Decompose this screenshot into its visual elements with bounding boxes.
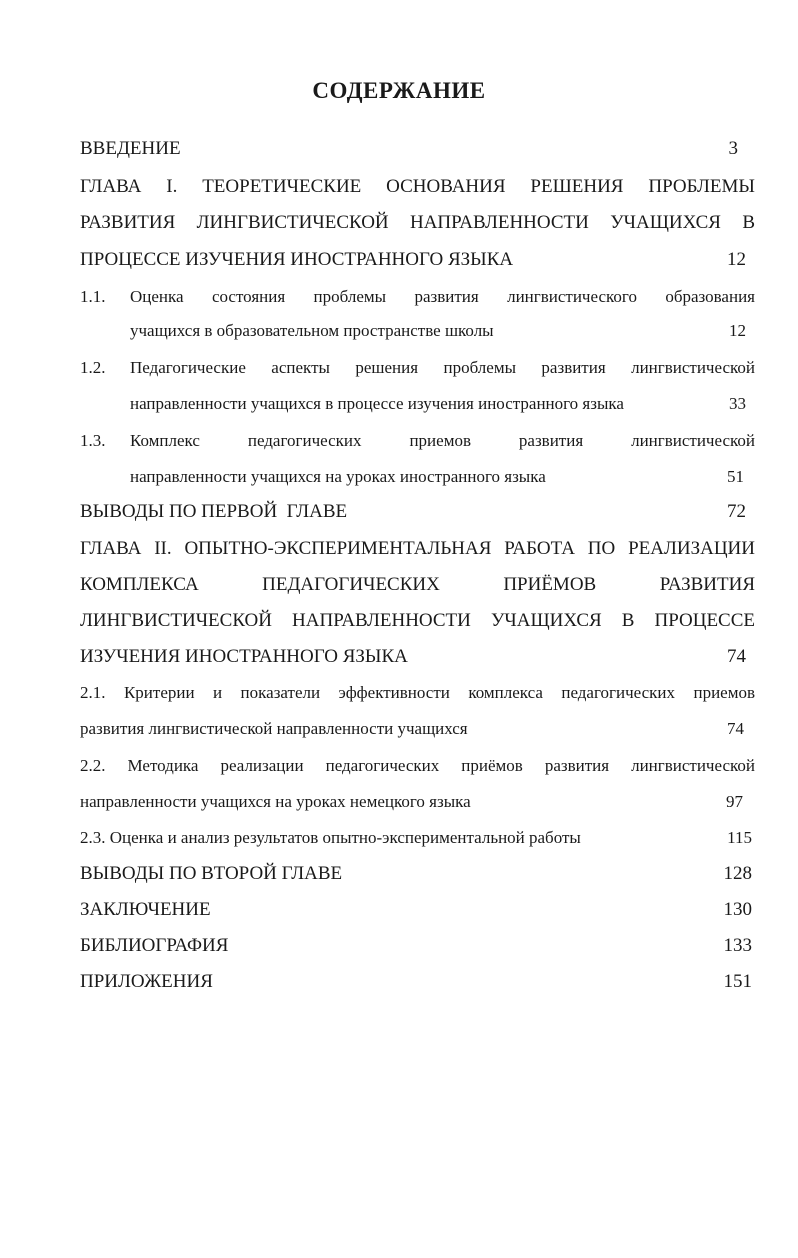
toc-entry-conclusion[interactable] xyxy=(80,895,755,925)
toc-section-2-1-line2[interactable] xyxy=(80,714,755,744)
toc-page-number: 115 xyxy=(727,828,752,847)
toc-chapter1-line3[interactable] xyxy=(80,245,755,275)
toc-chapter2-line1[interactable]: ГЛАВА II. ОПЫТНО-ЭКСПЕРИМЕНТАЛЬНАЯ РАБОТА ПО РЕАЛИЗАЦИИ xyxy=(80,538,755,559)
toc-section-1-2-line2[interactable] xyxy=(80,389,755,419)
toc-entry-text: ВВЕДЕНИЕ xyxy=(80,138,181,159)
toc-page-number: 74 xyxy=(727,719,744,738)
toc-entry-text: направленности учащихся в процессе изучения иностранного языка xyxy=(130,394,624,413)
toc-section-2-2-line2[interactable] xyxy=(80,787,755,817)
toc-entry-intro[interactable] xyxy=(80,134,755,164)
toc-entry-text: БИБЛИОГРАФИЯ xyxy=(80,935,229,956)
toc-page-number: 12 xyxy=(727,249,746,270)
toc-entry-text: направленности учащихся на уроках немецкого языка xyxy=(80,792,471,811)
toc-section-1-1[interactable] xyxy=(80,282,755,312)
toc-entry-text: Педагогические аспекты решения проблемы развития лингвистической xyxy=(130,358,755,377)
toc-page-number: 51 xyxy=(727,467,744,486)
toc-chapter1-line1[interactable]: ГЛАВА I. ТЕОРЕТИЧЕСКИЕ ОСНОВАНИЯ РЕШЕНИЯ ПРОБЛЕМЫ xyxy=(80,176,755,197)
toc-page-number: 74 xyxy=(727,646,746,667)
toc-entry-text: ПРОЦЕССЕ ИЗУЧЕНИЯ ИНОСТРАННОГО ЯЗЫКА xyxy=(80,249,514,270)
toc-section-1-3[interactable] xyxy=(80,426,755,456)
toc-entry-text: развития лингвистической направленности учащихся xyxy=(80,719,468,738)
toc-entry-text: ПРИЛОЖЕНИЯ xyxy=(80,971,213,992)
toc-chapter2-line2[interactable]: КОМПЛЕКСА ПЕДАГОГИЧЕСКИХ ПРИЁМОВ РАЗВИТИЯ xyxy=(80,574,755,595)
toc-entry-appendices[interactable] xyxy=(80,967,755,997)
toc-entry-text: ЗАКЛЮЧЕНИЕ xyxy=(80,899,211,920)
toc-section-number: 1.2. xyxy=(80,358,106,377)
toc-section-number: 1.3. xyxy=(80,431,106,450)
toc-page-number: 12 xyxy=(729,321,746,340)
toc-entry-text: направленности учащихся на уроках иностранного языка xyxy=(130,467,546,486)
toc-entry-text: Комплекс педагогических приемов развития лингвистической xyxy=(130,431,755,450)
toc-section-1-3-line2[interactable] xyxy=(80,462,755,492)
toc-section-number: 1.1. xyxy=(80,287,106,306)
toc-page-number: 33 xyxy=(729,394,746,413)
toc-entry-text: Оценка состояния проблемы развития лингвистического образования xyxy=(130,287,755,306)
toc-page-number: 3 xyxy=(728,138,738,159)
toc-entry-conclusions-ch1[interactable] xyxy=(80,497,755,527)
toc-section-2-3[interactable] xyxy=(80,823,755,853)
toc-page-number: 133 xyxy=(723,935,752,956)
toc-entry-text: ВЫВОДЫ ПО ПЕРВОЙ ГЛАВЕ xyxy=(80,501,348,522)
toc-chapter2-line4[interactable] xyxy=(80,642,755,672)
toc-chapter1-line2[interactable]: РАЗВИТИЯ ЛИНГВИСТИЧЕСКОЙ НАПРАВЛЕННОСТИ УЧАЩИХСЯ В xyxy=(80,212,755,233)
toc-entry-text: ВЫВОДЫ ПО ВТОРОЙ ГЛАВЕ xyxy=(80,863,343,884)
toc-section-2-1[interactable]: 2.1. Критерии и показатели эффективности комплекса педагогических приемов xyxy=(80,683,755,702)
toc-page-number: 72 xyxy=(727,501,746,522)
toc-entry-text: 2.3. Оценка и анализ результатов опытно-экспериментальной работы xyxy=(80,828,581,847)
toc-chapter2-line3[interactable]: ЛИНГВИСТИЧЕСКОЙ НАПРАВЛЕННОСТИ УЧАЩИХСЯ В ПРОЦЕССЕ xyxy=(80,610,755,631)
toc-entry-text: учащихся в образовательном пространстве школы xyxy=(130,321,494,340)
toc-page-number: 151 xyxy=(723,971,752,992)
page-title: СОДЕРЖАНИЕ xyxy=(312,78,486,103)
toc-page-number: 130 xyxy=(723,899,752,920)
toc-page-number: 128 xyxy=(723,863,752,884)
toc-entry-conclusions-ch2[interactable] xyxy=(80,859,755,889)
toc-section-1-2[interactable] xyxy=(80,353,755,383)
toc-entry-bibliography[interactable] xyxy=(80,931,755,961)
toc-section-1-1-line2[interactable] xyxy=(80,316,755,346)
toc-page-number: 97 xyxy=(726,792,743,811)
toc-section-2-2[interactable]: 2.2. Методика реализации педагогических приёмов развития лингвистической xyxy=(80,756,755,775)
toc-entry-text: ИЗУЧЕНИЯ ИНОСТРАННОГО ЯЗЫКА xyxy=(80,646,408,667)
